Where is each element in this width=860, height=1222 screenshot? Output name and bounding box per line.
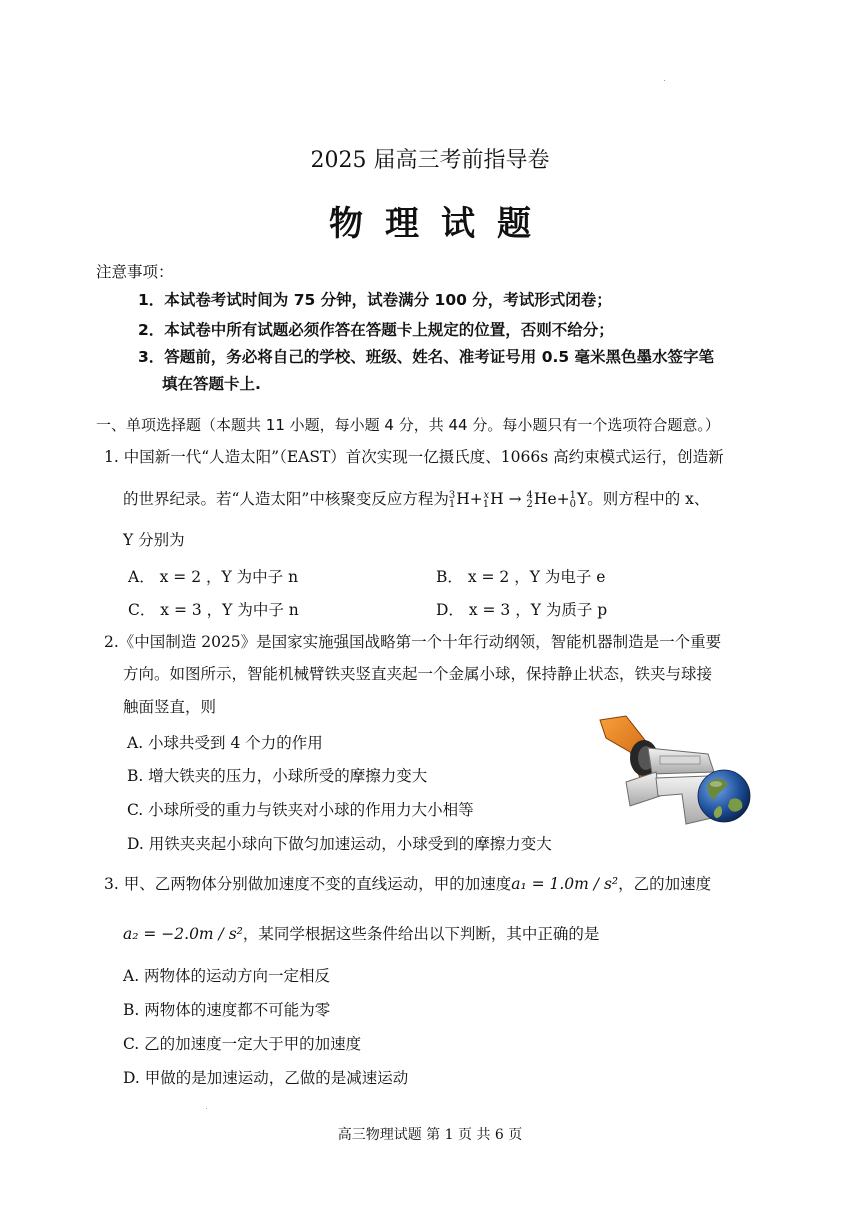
a2-formula: a₂ = −2.0m / s² (123, 925, 243, 943)
q3-line1: 3. 甲、乙两物体分别做加速度不变的直线运动，甲的加速度a₁ = 1.0m / s²，乙的加速度 (104, 875, 712, 893)
q3-option-a: A. 两物体的运动方向一定相反 (123, 967, 331, 985)
q2-option-c: C. 小球所受的重力与铁夹对小球的作用力大小相等 (127, 801, 474, 819)
q3-line2: a₂ = −2.0m / s²，某同学根据这些条件给出以下判断，其中正确的是 (123, 925, 600, 943)
page-footer: 高三物理试题 第 1 页 共 6 页 (337, 1127, 523, 1143)
q1-line3: Y 分别为 (123, 531, 185, 549)
q2-line2: 方向。如图所示，智能机械臂铁夹竖直夹起一个金属小球，保持静止状态，铁夹与球接 (123, 665, 713, 683)
a1-formula: a₁ = 1.0m / s² (511, 875, 619, 893)
q1-option-b: B． x = 2 ，Y 为电子 e (436, 568, 606, 586)
notice-item-3-cont: 填在答题卡上. (162, 375, 261, 393)
q1-option-a: A． x = 2 ，Y 为中子 n (128, 568, 299, 586)
subject-title: 物理试题 (329, 204, 553, 244)
exam-title: 2025 届高三考前指导卷 (310, 148, 550, 173)
q1-option-c: C． x = 3 ，Y 为中子 n (128, 601, 299, 619)
notice-item-1: 1．本试卷考试时间为 75 分钟，试卷满分 100 分，考试形式闭卷； (138, 291, 612, 309)
q2-option-b: B. 增大铁夹的压力，小球所受的摩擦力变大 (127, 767, 428, 785)
q3-option-d: D. 甲做的是加速运动，乙做的是减速运动 (123, 1069, 409, 1087)
q2-line3: 触面竖直，则 (123, 698, 217, 716)
q1-line2: 的世界纪录。若“人造太阳”中核聚变反应方程为 3 1 H+ x 1 H → 4 2 He+ 1 0 Y。则方程中的 x、 (123, 490, 710, 510)
q1-option-d: D． x = 3 ，Y 为质子 p (436, 601, 608, 619)
notice-item-3: 3．答题前，务必将自己的学校、班级、姓名、准考证号用 0.5 毫米黑色墨水签字笔 (138, 348, 715, 366)
q2-line1: 2.《中国制造 2025》是国家实施强国战略第一个十年行动纲领，智能机器制造是一个重要 (104, 633, 722, 651)
notice-heading: 注意事项： (96, 263, 174, 281)
fusion-equation: 3 1 H+ x 1 H → 4 2 He+ 1 0 Y (448, 490, 588, 510)
section-heading: 一、单项选择题（本题共 11 小题，每小题 4 分，共 44 分。每小题只有一个选项符合题意。） (96, 416, 720, 434)
notice-item-2: 2．本试卷中所有试题必须作答在答题卡上规定的位置，否则不给分； (138, 321, 614, 339)
q3-option-c: C. 乙的加速度一定大于甲的加速度 (123, 1035, 362, 1053)
robot-arm-clamp-figure (596, 714, 756, 838)
scan-speck (664, 80, 665, 81)
q2-option-d: D. 用铁夹夹起小球向下做匀加速运动，小球受到的摩擦力变大 (127, 835, 552, 853)
scan-speck (206, 1108, 207, 1109)
q1-line1: 1. 中国新一代“人造太阳”（EAST）首次实现一亿摄氏度、1066s 高约束模式运行，创造新 (104, 448, 724, 466)
q3-option-b: B. 两物体的速度都不可能为零 (123, 1001, 331, 1019)
q2-option-a: A. 小球共受到 4 个力的作用 (127, 734, 323, 752)
